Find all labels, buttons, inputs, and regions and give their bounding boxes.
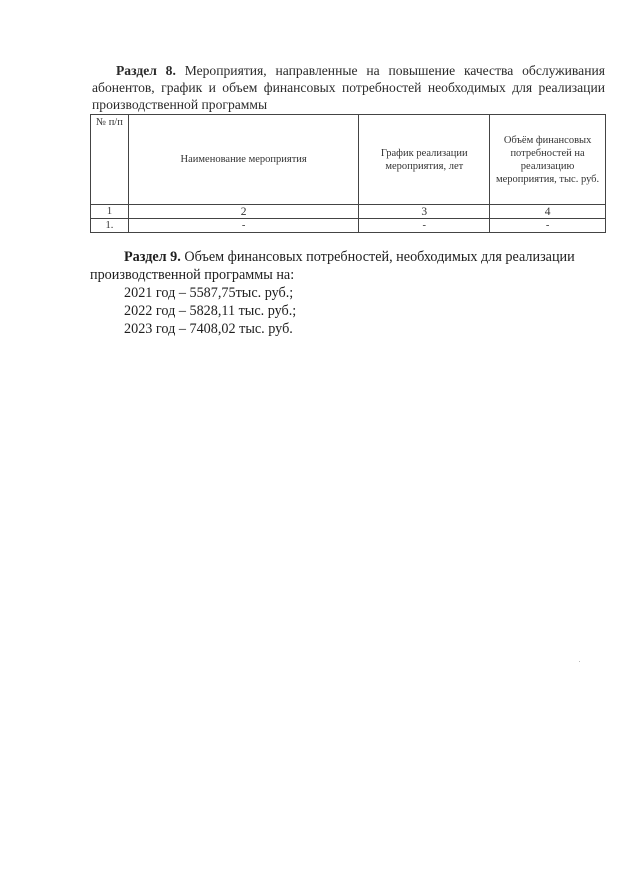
table-cell: - — [128, 219, 358, 233]
section-8-text: Мероприятия, направленные на повышение качества обслуживания абонентов, график и объем финансовых потребностей необходимых для реализации производственной программы — [92, 63, 606, 112]
table-cell: - — [359, 219, 490, 233]
year-line: 2021 год – 5587,75тыс. руб.; — [124, 285, 294, 301]
index-cell: 4 — [490, 205, 606, 219]
index-cell: 3 — [359, 205, 490, 219]
section-9-text: Объем финансовых потребностей, необходимых для реализации производственной программы на: — [90, 249, 575, 283]
header-name: Наименование мероприятия — [128, 115, 358, 205]
scan-speck — [579, 661, 580, 662]
section-8-paragraph — [92, 62, 605, 113]
table-row — [91, 219, 606, 233]
table-header-row — [91, 115, 606, 205]
header-num: № п/п — [91, 115, 129, 205]
section-9-block — [90, 248, 610, 338]
section-8-heading: Раздел 8. — [116, 63, 176, 78]
index-cell: 2 — [128, 205, 358, 219]
table-index-row — [91, 205, 606, 219]
index-cell: 1 — [91, 205, 129, 219]
year-line: 2023 год – 7408,02 тыс. руб. — [124, 321, 293, 337]
section-9-heading: Раздел 9. — [124, 249, 181, 265]
table-cell: - — [490, 219, 606, 233]
header-volume: Объём финансовых потребностей на реализацию мероприятия, тыс. руб. — [490, 115, 606, 205]
table-cell: 1. — [91, 219, 129, 233]
year-line: 2022 год – 5828,11 тыс. руб.; — [124, 303, 297, 319]
measures-table — [90, 114, 606, 233]
section-9-paragraph — [90, 248, 610, 284]
header-schedule: График реализации мероприятия, лет — [359, 115, 490, 205]
